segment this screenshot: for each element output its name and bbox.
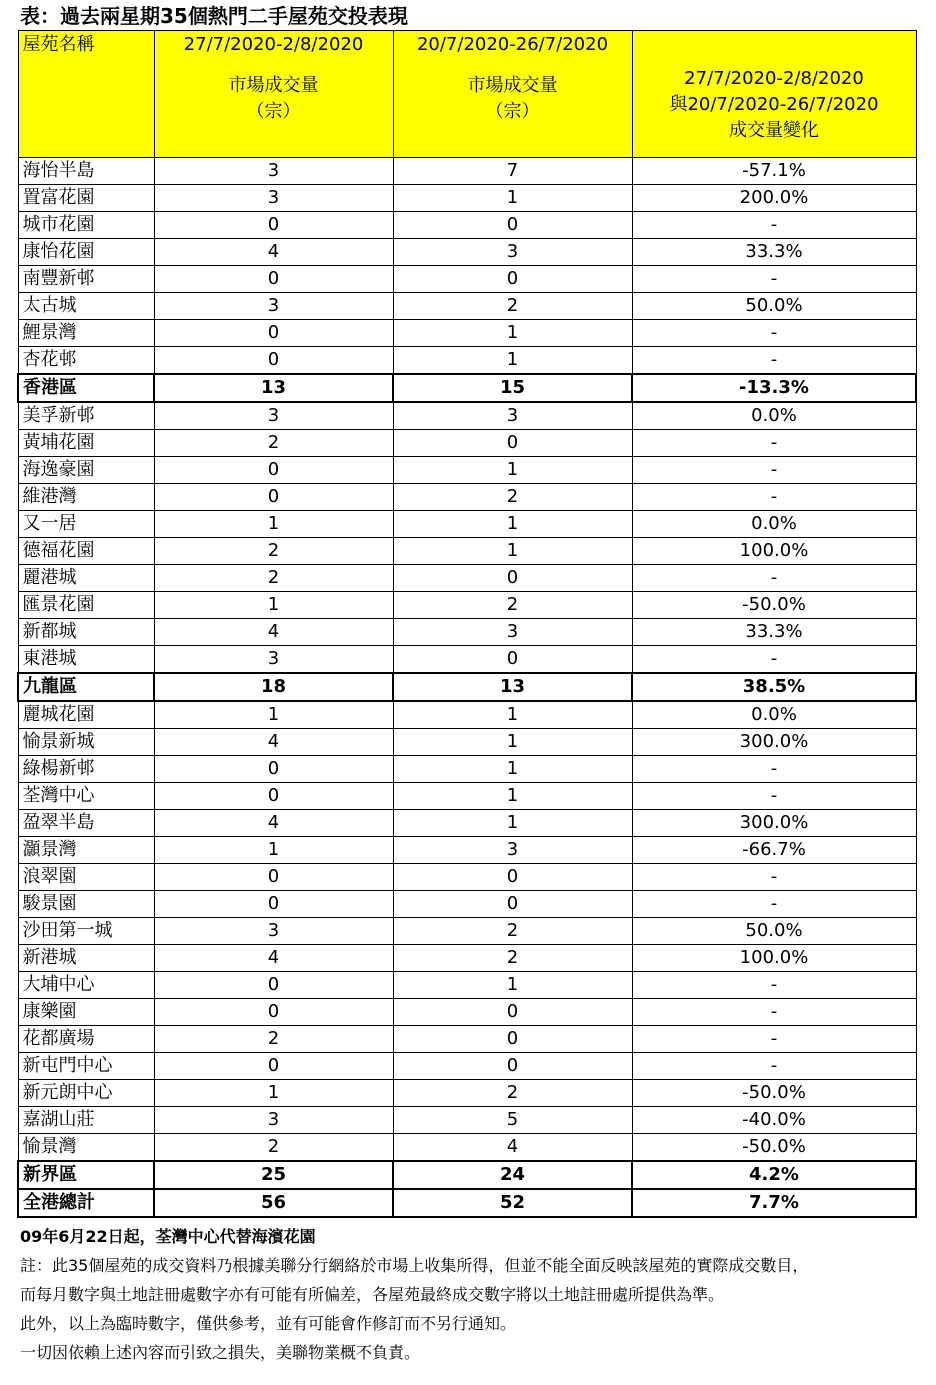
period2-volume-cell: 1 [393, 729, 632, 756]
header-period1 [154, 31, 393, 158]
change-cell: - [632, 1053, 916, 1080]
estate-name-cell: 海逸豪園 [18, 457, 154, 484]
table-row [18, 266, 916, 293]
table-header-row [18, 31, 916, 158]
estate-name-cell: 太古城 [18, 293, 154, 320]
period2-volume-cell: 52 [393, 1189, 632, 1217]
period1-volume-cell: 3 [154, 918, 393, 945]
change-cell: - [632, 646, 916, 674]
estate-name-cell: 全港總計 [18, 1189, 154, 1217]
estate-name-cell: 黃埔花園 [18, 430, 154, 457]
table-row [18, 158, 916, 185]
estate-name-cell: 大埔中心 [18, 972, 154, 999]
change-cell: 300.0% [632, 810, 916, 837]
change-cell: -13.3% [632, 374, 916, 402]
period1-volume-cell: 1 [154, 837, 393, 864]
period2-volume-cell: 24 [393, 1161, 632, 1189]
period2-volume-cell: 1 [393, 347, 632, 375]
table-row [18, 972, 916, 999]
change-cell: -50.0% [632, 1080, 916, 1107]
period2-volume-cell: 5 [393, 1107, 632, 1134]
change-cell: 0.0% [632, 402, 916, 430]
period2-volume-cell: 0 [393, 212, 632, 239]
period1-volume-cell: 2 [154, 538, 393, 565]
change-cell: -66.7% [632, 837, 916, 864]
change-cell: - [632, 891, 916, 918]
period1-volume-cell: 4 [154, 619, 393, 646]
period1-volume-cell: 4 [154, 729, 393, 756]
table-row [18, 347, 916, 375]
header-period1-dates: 27/7/2020-2/8/2020 [183, 34, 364, 55]
change-cell: - [632, 783, 916, 810]
period1-volume-cell: 0 [154, 891, 393, 918]
estate-name-cell: 灝景灣 [18, 837, 154, 864]
header-change-line3: 成交量變化 [729, 120, 819, 141]
table-row [18, 619, 916, 646]
change-cell: -50.0% [632, 592, 916, 619]
period2-volume-cell: 1 [393, 756, 632, 783]
estate-name-cell: 沙田第一城 [18, 918, 154, 945]
period2-volume-cell: 1 [393, 538, 632, 565]
table-row [18, 810, 916, 837]
header-change-line1: 27/7/2020-2/8/2020 [684, 68, 864, 89]
change-cell: -50.0% [632, 1134, 916, 1162]
period1-volume-cell: 56 [154, 1189, 393, 1217]
period1-volume-cell: 0 [154, 457, 393, 484]
table-row [18, 756, 916, 783]
period2-volume-cell: 0 [393, 999, 632, 1026]
period1-volume-cell: 0 [154, 347, 393, 375]
change-cell: - [632, 212, 916, 239]
estate-name-cell: 香港區 [18, 374, 154, 402]
change-cell: - [632, 999, 916, 1026]
note-disclaimer-2: 而每月數字與土地註冊處數字亦有可能有所偏差，各屋苑最終成交數字將以土地註冊處所提供為準。 [20, 1285, 725, 1304]
table-row [18, 484, 916, 511]
table-row [18, 1080, 916, 1107]
period2-volume-cell: 0 [393, 646, 632, 674]
period1-volume-cell: 18 [154, 673, 393, 701]
change-cell: - [632, 756, 916, 783]
change-cell: - [632, 266, 916, 293]
period2-volume-cell: 0 [393, 1053, 632, 1080]
estate-name-cell: 新元朗中心 [18, 1080, 154, 1107]
change-cell: - [632, 1026, 916, 1053]
table-row [18, 1026, 916, 1053]
table-row [18, 565, 916, 592]
table-row [18, 701, 916, 729]
period1-volume-cell: 2 [154, 430, 393, 457]
period2-volume-cell: 1 [393, 511, 632, 538]
change-cell: 50.0% [632, 293, 916, 320]
period2-volume-cell: 7 [393, 158, 632, 185]
estate-name-cell: 康怡花園 [18, 239, 154, 266]
change-cell: 0.0% [632, 701, 916, 729]
note-replacement: 09年6月22日起，荃灣中心代替海濱花園 [20, 1227, 316, 1246]
change-cell: 38.5% [632, 673, 916, 701]
estate-name-cell: 美孚新邨 [18, 402, 154, 430]
period1-volume-cell: 3 [154, 293, 393, 320]
period1-volume-cell: 0 [154, 972, 393, 999]
page-title: 表：過去兩星期35個熱門二手屋苑交投表現 [20, 4, 408, 28]
header-period2-dates: 20/7/2020-26/7/2020 [416, 34, 609, 55]
notes-section [20, 1222, 920, 1367]
period1-volume-cell: 1 [154, 592, 393, 619]
change-cell: 300.0% [632, 729, 916, 756]
change-cell: 33.3% [632, 239, 916, 266]
table-row [18, 945, 916, 972]
estate-name-cell: 城市花園 [18, 212, 154, 239]
estate-name-cell: 置富花園 [18, 185, 154, 212]
table-row [18, 293, 916, 320]
change-cell: - [632, 457, 916, 484]
estate-name-cell: 嘉湖山莊 [18, 1107, 154, 1134]
period1-volume-cell: 25 [154, 1161, 393, 1189]
header-period1-volume: 市場成交量 [228, 75, 319, 96]
period1-volume-cell: 1 [154, 701, 393, 729]
estate-name-cell: 鯉景灣 [18, 320, 154, 347]
change-cell: - [632, 347, 916, 375]
table-body [18, 158, 916, 1218]
estate-name-cell: 九龍區 [18, 673, 154, 701]
period1-volume-cell: 3 [154, 402, 393, 430]
period2-volume-cell: 15 [393, 374, 632, 402]
period1-volume-cell: 0 [154, 266, 393, 293]
period2-volume-cell: 0 [393, 430, 632, 457]
period2-volume-cell: 4 [393, 1134, 632, 1162]
table-row [18, 918, 916, 945]
period1-volume-cell: 4 [154, 239, 393, 266]
table-row [18, 999, 916, 1026]
table-row [18, 891, 916, 918]
period1-volume-cell: 1 [154, 1080, 393, 1107]
change-cell: - [632, 972, 916, 999]
estate-name-cell: 新都城 [18, 619, 154, 646]
period2-volume-cell: 0 [393, 266, 632, 293]
period2-volume-cell: 1 [393, 972, 632, 999]
note-disclaimer-3: 此外，以上為臨時數字，僅供參考，並有可能會作修訂而不另行通知。 [20, 1314, 517, 1333]
estate-name-cell: 愉景灣 [18, 1134, 154, 1162]
period1-volume-cell: 0 [154, 1053, 393, 1080]
period2-volume-cell: 0 [393, 891, 632, 918]
period2-volume-cell: 1 [393, 185, 632, 212]
note-disclaimer-4: 一切因依賴上述內容而引致之損失，美聯物業概不負責。 [20, 1343, 421, 1362]
header-period2-unit: （宗） [485, 101, 540, 122]
estate-name-cell: 南豐新邨 [18, 266, 154, 293]
period2-volume-cell: 3 [393, 402, 632, 430]
period2-volume-cell: 3 [393, 837, 632, 864]
period1-volume-cell: 0 [154, 999, 393, 1026]
period1-volume-cell: 0 [154, 484, 393, 511]
period2-volume-cell: 0 [393, 1026, 632, 1053]
header-period2 [393, 31, 632, 158]
period2-volume-cell: 3 [393, 619, 632, 646]
period2-volume-cell: 1 [393, 701, 632, 729]
change-cell: -40.0% [632, 1107, 916, 1134]
change-cell: - [632, 430, 916, 457]
table-row [18, 430, 916, 457]
change-cell: -57.1% [632, 158, 916, 185]
change-cell: 100.0% [632, 538, 916, 565]
table-row [18, 185, 916, 212]
period1-volume-cell: 2 [154, 1026, 393, 1053]
change-cell: 7.7% [632, 1189, 916, 1217]
estate-name-cell: 愉景新城 [18, 729, 154, 756]
period2-volume-cell: 2 [393, 484, 632, 511]
table-row [18, 646, 916, 674]
period2-volume-cell: 1 [393, 783, 632, 810]
table-row [18, 457, 916, 484]
period1-volume-cell: 13 [154, 374, 393, 402]
table-row [18, 864, 916, 891]
change-cell: - [632, 864, 916, 891]
change-cell: - [632, 320, 916, 347]
note-disclaimer-1: 註：此35個屋苑的成交資料乃根據美聯分行網絡於市場上收集所得，但並不能全面反映該屋苑的實際成交數目， [20, 1256, 809, 1275]
period1-volume-cell: 0 [154, 756, 393, 783]
header-period2-volume: 市場成交量 [467, 75, 558, 96]
period2-volume-cell: 2 [393, 592, 632, 619]
period1-volume-cell: 3 [154, 158, 393, 185]
table-row [18, 837, 916, 864]
table-row [18, 239, 916, 266]
period2-volume-cell: 2 [393, 293, 632, 320]
estate-name-cell: 杏花邨 [18, 347, 154, 375]
period1-volume-cell: 2 [154, 1134, 393, 1162]
estate-name-cell: 荃灣中心 [18, 783, 154, 810]
subtotal-row [18, 374, 916, 402]
table-row [18, 538, 916, 565]
estate-name-cell: 新屯門中心 [18, 1053, 154, 1080]
estate-name-cell: 匯景花園 [18, 592, 154, 619]
table-row [18, 320, 916, 347]
transactions-table [17, 30, 917, 1218]
period1-volume-cell: 4 [154, 810, 393, 837]
table-row [18, 1053, 916, 1080]
period2-volume-cell: 3 [393, 239, 632, 266]
estate-name-cell: 盈翠半島 [18, 810, 154, 837]
change-cell: 33.3% [632, 619, 916, 646]
period2-volume-cell: 1 [393, 810, 632, 837]
estate-name-cell: 駿景園 [18, 891, 154, 918]
estate-name-cell: 麗港城 [18, 565, 154, 592]
period1-volume-cell: 2 [154, 565, 393, 592]
period1-volume-cell: 0 [154, 864, 393, 891]
period2-volume-cell: 1 [393, 320, 632, 347]
period2-volume-cell: 0 [393, 864, 632, 891]
table-row [18, 592, 916, 619]
period1-volume-cell: 3 [154, 185, 393, 212]
estate-name-cell: 花都廣場 [18, 1026, 154, 1053]
estate-name-cell: 維港灣 [18, 484, 154, 511]
period2-volume-cell: 1 [393, 457, 632, 484]
period2-volume-cell: 0 [393, 565, 632, 592]
header-period1-unit: （宗） [246, 101, 301, 122]
change-cell: 50.0% [632, 918, 916, 945]
subtotal-row [18, 1189, 916, 1217]
table-row [18, 402, 916, 430]
period1-volume-cell: 3 [154, 646, 393, 674]
change-cell: 100.0% [632, 945, 916, 972]
change-cell: - [632, 484, 916, 511]
table-row [18, 1107, 916, 1134]
estate-name-cell: 新界區 [18, 1161, 154, 1189]
period2-volume-cell: 13 [393, 673, 632, 701]
period1-volume-cell: 1 [154, 511, 393, 538]
table-row [18, 511, 916, 538]
change-cell: 200.0% [632, 185, 916, 212]
change-cell: - [632, 565, 916, 592]
estate-name-cell: 海怡半島 [18, 158, 154, 185]
estate-name-cell: 綠楊新邨 [18, 756, 154, 783]
change-cell: 0.0% [632, 511, 916, 538]
estate-name-cell: 新港城 [18, 945, 154, 972]
header-change-line2: 與20/7/2020-26/7/2020 [669, 94, 879, 115]
estate-name-cell: 康樂園 [18, 999, 154, 1026]
period2-volume-cell: 2 [393, 918, 632, 945]
table-row [18, 783, 916, 810]
header-estate-name [18, 31, 154, 158]
period1-volume-cell: 3 [154, 1107, 393, 1134]
header-change [632, 31, 916, 158]
subtotal-row [18, 673, 916, 701]
period1-volume-cell: 4 [154, 945, 393, 972]
period2-volume-cell: 2 [393, 945, 632, 972]
period1-volume-cell: 0 [154, 320, 393, 347]
period1-volume-cell: 0 [154, 212, 393, 239]
table-row [18, 1134, 916, 1162]
estate-name-cell: 麗城花園 [18, 701, 154, 729]
table-row [18, 212, 916, 239]
estate-name-cell: 浪翠園 [18, 864, 154, 891]
subtotal-row [18, 1161, 916, 1189]
period2-volume-cell: 2 [393, 1080, 632, 1107]
estate-name-cell: 又一居 [18, 511, 154, 538]
table-row [18, 729, 916, 756]
period1-volume-cell: 0 [154, 783, 393, 810]
estate-name-cell: 東港城 [18, 646, 154, 674]
header-estate-name-label: 屋苑名稱 [22, 34, 95, 55]
change-cell: 4.2% [632, 1161, 916, 1189]
estate-name-cell: 德福花園 [18, 538, 154, 565]
